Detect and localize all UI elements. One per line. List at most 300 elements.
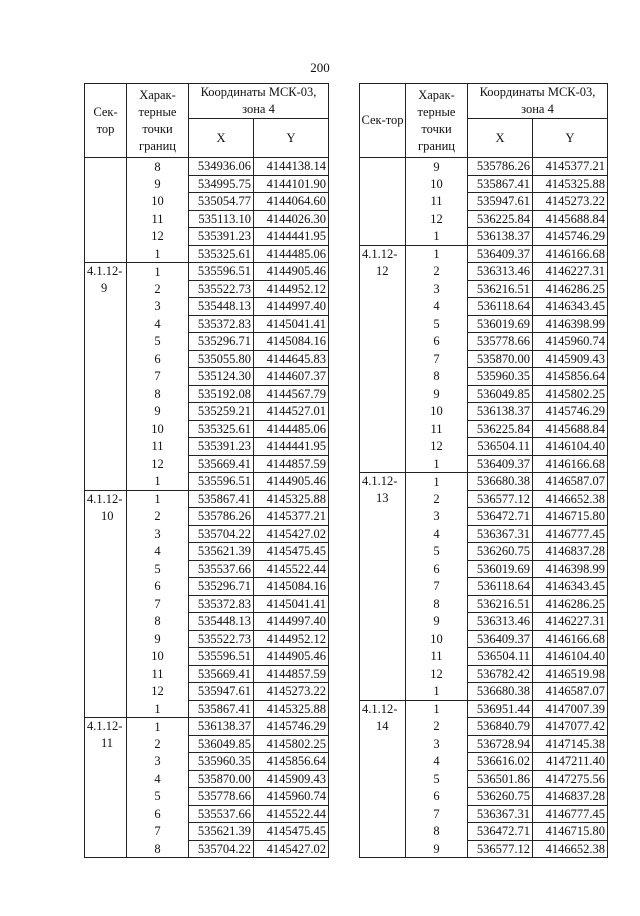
table-row <box>360 245 608 263</box>
table-row <box>360 263 608 281</box>
sector-label: 4.1.12- <box>362 701 398 716</box>
sector-cell <box>85 613 127 631</box>
table-row <box>85 683 329 701</box>
y-cell: 4145746.29 <box>533 228 608 246</box>
point-cell: 11 <box>406 193 468 211</box>
x-cell: 535870.00 <box>189 770 254 788</box>
table-row <box>360 158 608 176</box>
point-cell: 3 <box>406 508 468 526</box>
table-row <box>360 438 608 456</box>
point-cell: 8 <box>406 823 468 841</box>
sector-cell <box>360 665 406 683</box>
sector-cell <box>85 228 127 246</box>
table-row <box>85 455 329 473</box>
y-cell: 4144101.90 <box>254 175 329 193</box>
table-row <box>360 613 608 631</box>
point-cell: 10 <box>127 648 189 666</box>
table-row <box>85 368 329 386</box>
sector-cell <box>85 665 127 683</box>
x-cell: 535113.10 <box>189 210 254 228</box>
table-row <box>85 158 329 176</box>
point-cell: 8 <box>406 368 468 386</box>
y-cell: 4147275.56 <box>533 770 608 788</box>
y-cell: 4145325.88 <box>533 175 608 193</box>
y-cell: 4147211.40 <box>533 753 608 771</box>
table-row <box>360 455 608 473</box>
point-cell: 4 <box>127 770 189 788</box>
table-row <box>85 595 329 613</box>
point-cell: 4 <box>406 753 468 771</box>
table-row <box>360 595 608 613</box>
sector-cell <box>360 613 406 631</box>
y-cell: 4144441.95 <box>254 228 329 246</box>
x-cell: 536782.42 <box>468 665 533 683</box>
x-cell: 535947.61 <box>189 683 254 701</box>
sector-cell <box>360 333 406 351</box>
x-cell: 536019.69 <box>468 560 533 578</box>
sector-cell <box>85 315 127 333</box>
sector-cell <box>85 263 127 281</box>
sector-cell <box>85 490 127 508</box>
table-row <box>360 193 608 211</box>
table-row <box>85 420 329 438</box>
y-cell: 4146398.99 <box>533 315 608 333</box>
table-row <box>85 473 329 491</box>
y-cell: 4145377.21 <box>533 158 608 176</box>
point-cell: 2 <box>127 735 189 753</box>
x-cell: 536049.85 <box>468 385 533 403</box>
x-cell: 536138.37 <box>468 403 533 421</box>
point-cell: 5 <box>127 560 189 578</box>
table-row <box>360 770 608 788</box>
table-row <box>85 788 329 806</box>
sector-cell <box>360 420 406 438</box>
table-row <box>85 665 329 683</box>
sector-cell <box>85 700 127 718</box>
sector-cell <box>360 280 406 298</box>
sector-cell <box>360 438 406 456</box>
point-cell: 1 <box>406 473 468 491</box>
y-cell: 4145688.84 <box>533 210 608 228</box>
y-cell: 4145475.45 <box>254 823 329 841</box>
y-cell: 4144567.79 <box>254 385 329 403</box>
sector-label-suffix: 13 <box>376 491 389 505</box>
table-row <box>360 315 608 333</box>
sector-cell <box>360 525 406 543</box>
table-row <box>360 385 608 403</box>
table-row <box>85 718 329 736</box>
y-cell: 4144527.01 <box>254 403 329 421</box>
sector-cell <box>360 315 406 333</box>
sector-cell <box>85 630 127 648</box>
point-cell: 3 <box>127 525 189 543</box>
table-row <box>85 560 329 578</box>
sector-cell <box>360 700 406 718</box>
x-cell: 536577.12 <box>468 840 533 858</box>
point-cell: 1 <box>127 245 189 263</box>
y-cell: 4146777.45 <box>533 805 608 823</box>
y-cell: 4145041.41 <box>254 595 329 613</box>
y-cell: 4145041.41 <box>254 315 329 333</box>
point-cell: 11 <box>127 438 189 456</box>
point-cell: 4 <box>127 315 189 333</box>
x-cell: 535259.21 <box>189 403 254 421</box>
x-cell: 536118.64 <box>468 298 533 316</box>
sector-cell <box>85 840 127 858</box>
y-cell: 4145856.64 <box>254 753 329 771</box>
point-cell: 1 <box>127 700 189 718</box>
coordinates-table-left <box>84 83 329 858</box>
table-row <box>360 753 608 771</box>
table-row <box>360 578 608 596</box>
sector-cell <box>85 508 127 526</box>
y-cell: 4146837.28 <box>533 543 608 561</box>
y-cell: 4145475.45 <box>254 543 329 561</box>
point-cell: 2 <box>406 490 468 508</box>
x-cell: 535867.41 <box>468 175 533 193</box>
point-cell: 8 <box>127 385 189 403</box>
sector-cell <box>360 385 406 403</box>
table-row <box>360 543 608 561</box>
table-row <box>85 805 329 823</box>
x-header: X <box>468 119 533 158</box>
table-row <box>85 228 329 246</box>
sector-cell <box>360 210 406 228</box>
point-cell: 11 <box>406 420 468 438</box>
table-row <box>85 350 329 368</box>
point-cell: 12 <box>127 455 189 473</box>
sector-cell <box>360 770 406 788</box>
y-cell: 4145802.25 <box>533 385 608 403</box>
y-cell: 4146587.07 <box>533 683 608 701</box>
y-cell: 4145325.88 <box>254 700 329 718</box>
y-cell: 4145802.25 <box>254 735 329 753</box>
point-cell: 1 <box>406 683 468 701</box>
sector-cell <box>85 420 127 438</box>
point-cell: 3 <box>406 735 468 753</box>
x-cell: 535055.80 <box>189 350 254 368</box>
sector-cell <box>360 560 406 578</box>
x-cell: 535870.00 <box>468 350 533 368</box>
sector-cell <box>360 753 406 771</box>
x-cell: 536138.37 <box>189 718 254 736</box>
table-row <box>360 473 608 491</box>
point-cell: 6 <box>406 560 468 578</box>
y-cell: 4144905.46 <box>254 473 329 491</box>
y-cell: 4146777.45 <box>533 525 608 543</box>
x-cell: 535960.35 <box>468 368 533 386</box>
x-cell: 536728.94 <box>468 735 533 753</box>
table-body <box>85 158 329 858</box>
table-row <box>360 333 608 351</box>
point-cell: 5 <box>406 315 468 333</box>
x-cell: 535325.61 <box>189 245 254 263</box>
x-cell: 534995.75 <box>189 175 254 193</box>
x-cell: 536367.31 <box>468 525 533 543</box>
sector-label-suffix: 14 <box>376 718 389 733</box>
sector-header: Сек-тор <box>85 84 127 158</box>
sector-label: 4.1.12- <box>87 491 123 506</box>
table-row <box>85 438 329 456</box>
x-cell: 536409.37 <box>468 630 533 648</box>
y-cell: 4144857.59 <box>254 665 329 683</box>
y-cell: 4145856.64 <box>533 368 608 386</box>
y-cell: 4145427.02 <box>254 840 329 858</box>
sector-cell <box>85 683 127 701</box>
table-row <box>360 280 608 298</box>
x-cell: 536616.02 <box>468 753 533 771</box>
sector-cell <box>360 735 406 753</box>
table-row <box>360 700 608 718</box>
sector-header: Сек-тор <box>360 84 406 158</box>
sector-cell <box>360 788 406 806</box>
table-row <box>360 648 608 666</box>
x-cell: 536367.31 <box>468 805 533 823</box>
x-cell: 536225.84 <box>468 210 533 228</box>
y-cell: 4144607.37 <box>254 368 329 386</box>
x-cell: 535192.08 <box>189 385 254 403</box>
x-cell: 536313.46 <box>468 613 533 631</box>
sector-label: 4.1.12- <box>87 264 123 278</box>
point-cell: 10 <box>127 193 189 211</box>
y-cell: 4146286.25 <box>533 280 608 298</box>
sector-cell <box>360 263 406 281</box>
x-cell: 535372.83 <box>189 595 254 613</box>
point-cell: 8 <box>127 613 189 631</box>
point-cell: 5 <box>406 770 468 788</box>
sector-cell <box>85 578 127 596</box>
table-row <box>85 298 329 316</box>
points-header: Харак-терные точки границ <box>406 84 468 158</box>
point-cell: 9 <box>127 175 189 193</box>
x-cell: 536260.75 <box>468 788 533 806</box>
y-cell: 4145084.16 <box>254 333 329 351</box>
table-row <box>85 193 329 211</box>
x-cell: 535778.66 <box>189 788 254 806</box>
point-cell: 9 <box>127 630 189 648</box>
point-cell: 2 <box>406 263 468 281</box>
sector-cell <box>360 368 406 386</box>
sector-cell <box>85 473 127 491</box>
sector-label-suffix: 10 <box>101 508 114 523</box>
table-row <box>360 788 608 806</box>
table-row <box>360 683 608 701</box>
sector-cell <box>85 543 127 561</box>
y-cell: 4145909.43 <box>254 770 329 788</box>
point-cell: 4 <box>406 525 468 543</box>
y-cell: 4146652.38 <box>533 840 608 858</box>
point-cell: 7 <box>406 805 468 823</box>
y-cell: 4146715.80 <box>533 508 608 526</box>
x-cell: 535596.51 <box>189 263 254 281</box>
point-cell: 9 <box>406 158 468 176</box>
sector-cell <box>85 175 127 193</box>
x-cell: 535786.26 <box>189 508 254 526</box>
x-cell: 536138.37 <box>468 228 533 246</box>
x-cell: 535947.61 <box>468 193 533 211</box>
sector-cell <box>85 770 127 788</box>
point-cell: 5 <box>406 543 468 561</box>
table-row <box>85 245 329 263</box>
sector-cell <box>360 175 406 193</box>
x-cell: 535522.73 <box>189 630 254 648</box>
point-cell: 11 <box>127 665 189 683</box>
x-cell: 536840.79 <box>468 718 533 736</box>
y-cell: 4144905.46 <box>254 648 329 666</box>
y-cell: 4146587.07 <box>533 473 608 491</box>
sector-cell <box>85 368 127 386</box>
x-cell: 535867.41 <box>189 490 254 508</box>
sector-cell <box>85 298 127 316</box>
y-cell: 4144952.12 <box>254 280 329 298</box>
table-row <box>360 665 608 683</box>
table-row <box>360 350 608 368</box>
sector-cell <box>85 788 127 806</box>
table-row <box>85 333 329 351</box>
table-row <box>85 578 329 596</box>
y-cell: 4144997.40 <box>254 298 329 316</box>
table-row <box>360 210 608 228</box>
x-cell: 535621.39 <box>189 543 254 561</box>
y-cell: 4144952.12 <box>254 630 329 648</box>
y-cell: 4145688.84 <box>533 420 608 438</box>
y-cell: 4146166.68 <box>533 455 608 473</box>
sector-cell <box>85 438 127 456</box>
point-cell: 12 <box>406 665 468 683</box>
point-cell: 7 <box>127 368 189 386</box>
sector-cell <box>85 403 127 421</box>
coords-header: Координаты МСК-03, зона 4 <box>189 84 329 119</box>
page-number: 200 <box>310 60 330 75</box>
table-row <box>85 385 329 403</box>
coords-header: Координаты МСК-03, зона 4 <box>468 84 608 119</box>
table-row <box>360 525 608 543</box>
y-cell: 4145522.44 <box>254 805 329 823</box>
sector-cell <box>360 473 406 491</box>
x-cell: 535596.51 <box>189 648 254 666</box>
y-cell: 4146227.31 <box>533 263 608 281</box>
x-cell: 534936.06 <box>189 158 254 176</box>
sector-cell <box>85 648 127 666</box>
x-cell: 535778.66 <box>468 333 533 351</box>
sector-cell <box>360 648 406 666</box>
y-cell: 4145377.21 <box>254 508 329 526</box>
x-cell: 535522.73 <box>189 280 254 298</box>
y-cell: 4146166.68 <box>533 630 608 648</box>
sector-cell <box>360 228 406 246</box>
point-cell: 1 <box>406 455 468 473</box>
y-cell: 4147077.42 <box>533 718 608 736</box>
x-cell: 536049.85 <box>189 735 254 753</box>
point-cell: 12 <box>127 683 189 701</box>
sector-cell <box>85 753 127 771</box>
point-cell: 10 <box>406 630 468 648</box>
point-cell: 10 <box>406 175 468 193</box>
x-cell: 535325.61 <box>189 420 254 438</box>
x-cell: 535621.39 <box>189 823 254 841</box>
table-row <box>85 823 329 841</box>
x-cell: 535537.66 <box>189 560 254 578</box>
table-row <box>85 403 329 421</box>
x-cell: 535704.22 <box>189 840 254 858</box>
y-cell: 4144138.14 <box>254 158 329 176</box>
sector-cell <box>360 683 406 701</box>
point-cell: 12 <box>127 228 189 246</box>
y-cell: 4144857.59 <box>254 455 329 473</box>
point-cell: 4 <box>406 298 468 316</box>
table-row <box>360 420 608 438</box>
table-row <box>85 315 329 333</box>
sector-cell <box>85 210 127 228</box>
y-cell: 4145960.74 <box>533 333 608 351</box>
point-cell: 1 <box>127 718 189 736</box>
y-cell: 4146519.98 <box>533 665 608 683</box>
table-row <box>360 718 608 736</box>
sector-cell <box>360 403 406 421</box>
point-cell: 6 <box>406 333 468 351</box>
point-cell: 2 <box>127 280 189 298</box>
y-cell: 4146398.99 <box>533 560 608 578</box>
point-cell: 9 <box>406 385 468 403</box>
sector-label-suffix: 12 <box>376 263 389 278</box>
x-cell: 536472.71 <box>468 823 533 841</box>
x-cell: 535669.41 <box>189 665 254 683</box>
point-cell: 1 <box>406 245 468 263</box>
point-cell: 4 <box>127 543 189 561</box>
point-cell: 11 <box>406 648 468 666</box>
y-cell: 4146343.45 <box>533 578 608 596</box>
y-cell: 4144441.95 <box>254 438 329 456</box>
y-cell: 4145273.22 <box>254 683 329 701</box>
sector-cell <box>360 840 406 858</box>
point-cell: 10 <box>127 420 189 438</box>
point-cell: 3 <box>406 280 468 298</box>
point-cell: 1 <box>127 490 189 508</box>
y-cell: 4145522.44 <box>254 560 329 578</box>
x-cell: 536951.44 <box>468 700 533 718</box>
point-cell: 3 <box>127 298 189 316</box>
sector-cell <box>360 490 406 508</box>
x-cell: 535296.71 <box>189 578 254 596</box>
coordinates-table-right <box>359 83 608 858</box>
sector-cell <box>85 560 127 578</box>
x-cell: 536680.38 <box>468 683 533 701</box>
y-cell: 4145325.88 <box>254 490 329 508</box>
table-row <box>360 630 608 648</box>
point-cell: 6 <box>406 788 468 806</box>
y-header: Y <box>533 119 608 158</box>
sector-cell <box>360 508 406 526</box>
point-cell: 9 <box>406 613 468 631</box>
x-cell: 536504.11 <box>468 438 533 456</box>
point-cell: 11 <box>127 210 189 228</box>
y-cell: 4146715.80 <box>533 823 608 841</box>
sector-cell <box>85 595 127 613</box>
point-cell: 12 <box>406 210 468 228</box>
point-cell: 6 <box>127 350 189 368</box>
y-header: Y <box>254 119 329 158</box>
x-cell: 535124.30 <box>189 368 254 386</box>
x-cell: 535960.35 <box>189 753 254 771</box>
point-cell: 5 <box>127 333 189 351</box>
x-cell: 536577.12 <box>468 490 533 508</box>
sector-cell <box>360 193 406 211</box>
x-cell: 536019.69 <box>468 315 533 333</box>
sector-cell <box>360 455 406 473</box>
point-cell: 1 <box>406 700 468 718</box>
y-cell: 4144997.40 <box>254 613 329 631</box>
table-row <box>360 175 608 193</box>
